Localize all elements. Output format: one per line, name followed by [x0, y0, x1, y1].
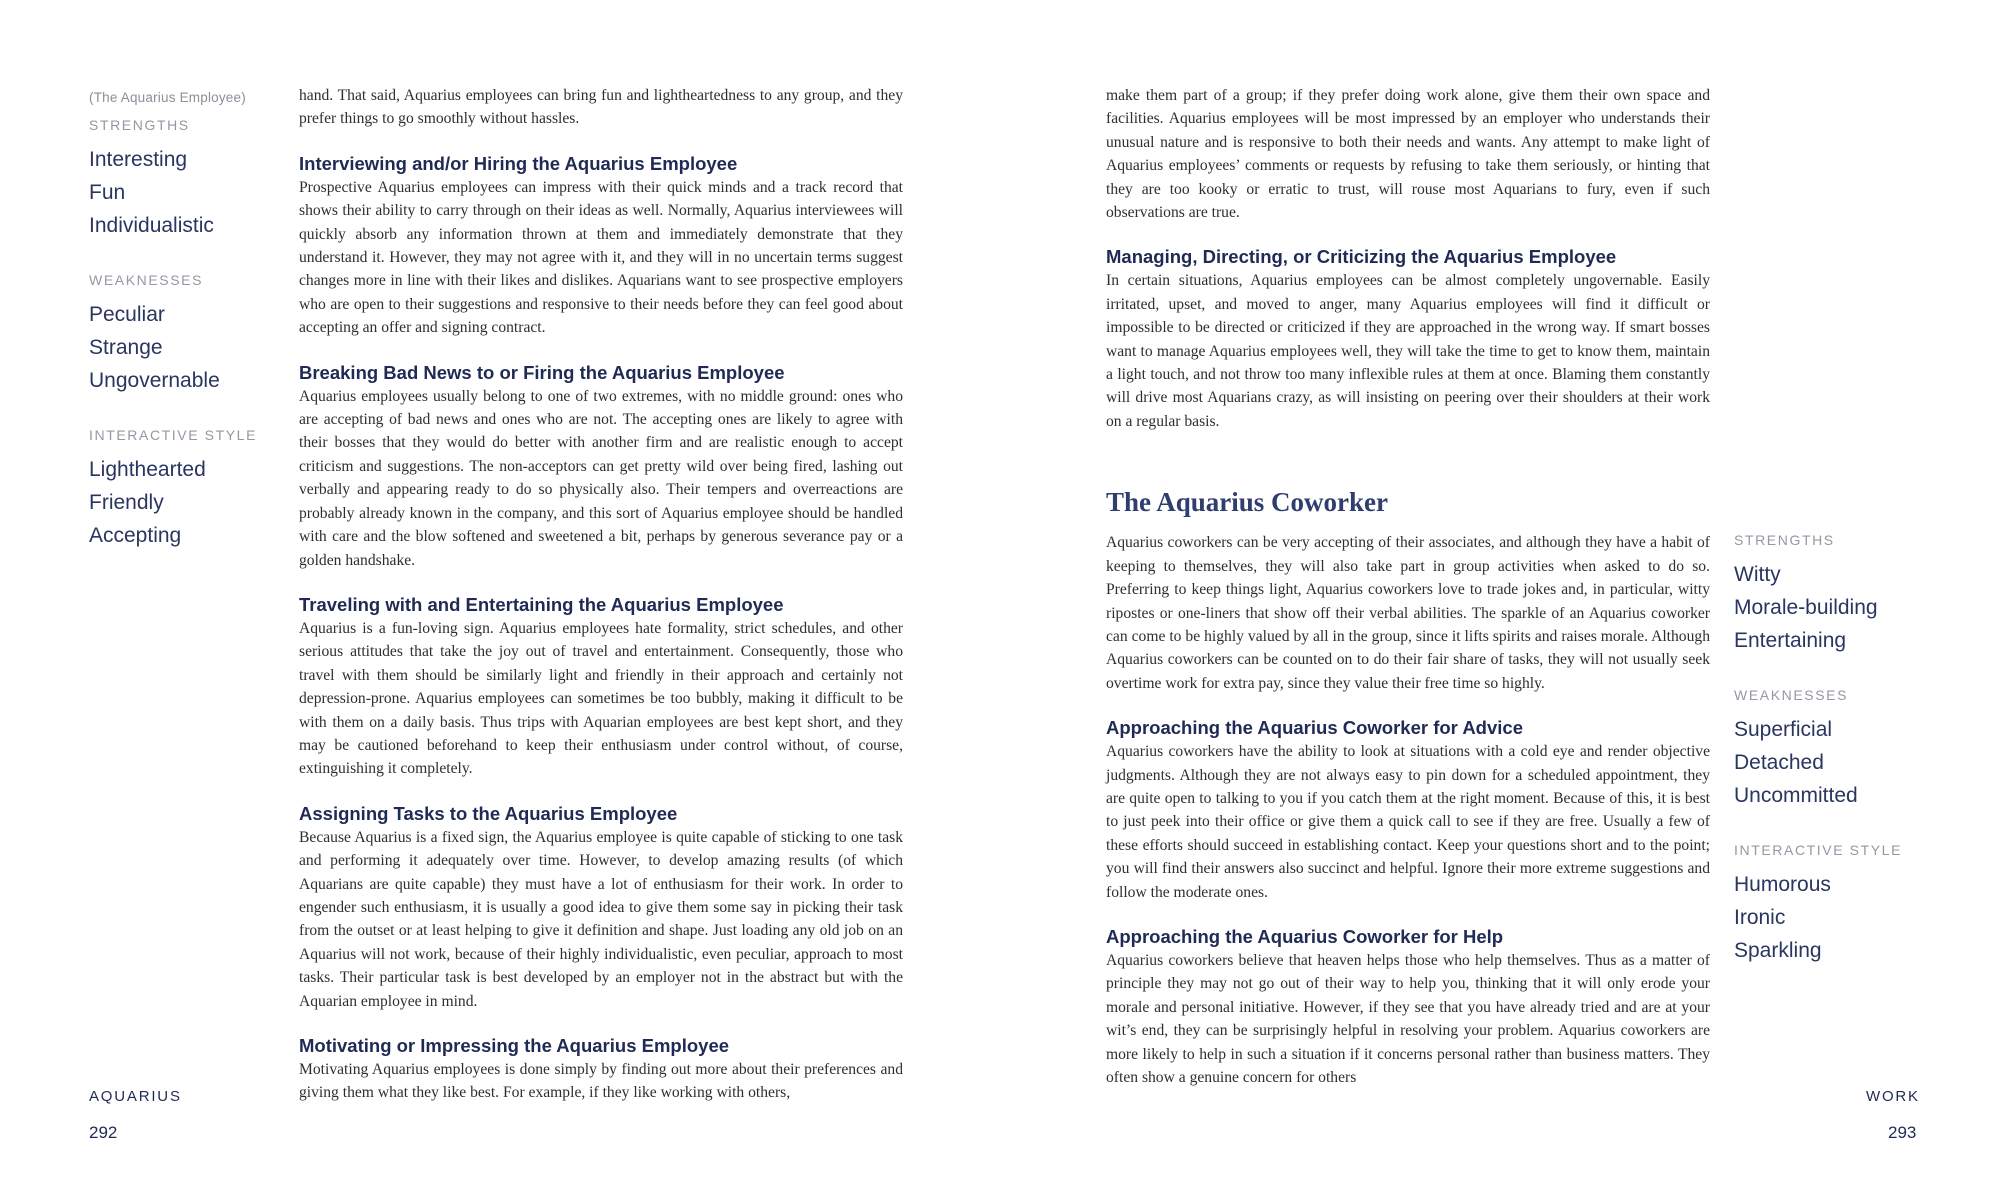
- running-footer: WORK: [1866, 1088, 1920, 1105]
- sidebar-item: Lighthearted: [89, 458, 206, 481]
- intro-paragraph: hand. That said, Aquarius employees can bring fun and lightheartedness to any group, and they prefer things to go smoothly without hassles.: [299, 87, 903, 128]
- sidebar-item: Interesting: [89, 148, 188, 171]
- sidebar-item: Morale-building: [1734, 596, 1878, 619]
- section-body: Aquarius coworkers have the ability to look at situations with a cold eye and render objective judgments. Although they are not always easy to pin down for a scheduled appointment, they are quite open to talking to you if you catch them at the right moment. Because of this, it is best to just peek into their office or give them a quick call to see if they are free. Usually a few of these efforts should succeed in establishing contact. Keep your questions short and to the point; you will find their answers also succinct and helpful. Ignore their more extreme suggestions and follow the moderate ones.: [1106, 743, 1710, 901]
- sidebar-group-strengths: [89, 117, 289, 242]
- sidebar-item: Fun: [89, 181, 126, 204]
- section-body: Prospective Aquarius employees can impress with their quick minds and a track record that shows their ability to carry through on their ideas as well. Normally, Aquarius interviewees will quickly absorb any information thrown at them and immediately demonstrate that they understand it. However, they may not agree with it, and they will in no uncertain terms suggest changes more in line with their likes and dislikes. Aquarians want to see prospective employers who are open to their suggestions and responsive to their needs before they can feel good about accepting an offer and signing contract.: [299, 178, 903, 337]
- section-body: Motivating Aquarius employees is done simply by finding out more about their preferences and giving them what they like best. For example, if they like working with others,: [299, 1061, 903, 1102]
- sidebar-item: Superficial: [1734, 718, 1833, 741]
- sidebar-label: WEAKNESSES: [1734, 687, 1849, 703]
- sidebar-group-weaknesses: [1734, 687, 1954, 812]
- sidebar-item: Detached: [1734, 751, 1824, 774]
- section-body: In certain situations, Aquarius employees can be almost completely ungovernable. Easily irritated, upset, and moved to anger, many Aquarius employees will find it difficult or impossible to be directed or criticized if they are approached in the wrong way. If smart bosses want to manage Aquarius employees well, they will take the time to get to know them, maintain a light touch, and not throw too many inflexible rules at them at once. Blaming them constantly will drive most Aquarians crazy, as will insisting on peering over their shoulders at their work on a regular basis.: [1106, 272, 1710, 430]
- sidebar-label: STRENGTHS: [1734, 532, 1835, 548]
- sidebar-label: STRENGTHS: [89, 117, 190, 133]
- section-heading: Approaching the Aquarius Coworker for Help: [1106, 925, 1504, 947]
- sidebar-item: Strange: [89, 336, 163, 359]
- sidebar-group-strengths: [1734, 532, 1954, 657]
- section-heading: Interviewing and/or Hiring the Aquarius Employee: [299, 152, 738, 174]
- sidebar-item: Ungovernable: [89, 369, 220, 392]
- page-number: 292: [89, 1123, 118, 1142]
- coworker-section-title: The Aquarius Coworker: [1106, 487, 1389, 518]
- section-heading: Breaking Bad News to or Firing the Aquarius Employee: [299, 361, 785, 383]
- sidebar-item: Sparkling: [1734, 939, 1822, 962]
- section-heading: Motivating or Impressing the Aquarius Employee: [299, 1035, 730, 1056]
- right-sidebar: [1734, 532, 1954, 997]
- section-body: Aquarius coworkers believe that heaven helps those who help themselves. Thus as a matter of principle they may not go out of their way to help you, thinking that it will only erode your morale and personal initiative. However, if they see that you have already tried and are at your wit’s end, they can be surprisingly helpful in resolving your problem. Aquarius coworkers are more likely to help in such a situation if it concerns personal rather than business matters. They often show a genuine concern for others: [1106, 951, 1710, 1086]
- intro-paragraph: make them part of a group; if they prefer doing work alone, give them their own space and facilities. Aquarius employees will be most impressed by an employer who understands their unusual nature and is responsive to both their needs and wants. Any attempt to make light of Aquarius employees’ comments or requests by refusing to take them seriously, or hinting that they are too kooky or erratic to trust, will rouse most Aquarians to fury, even if such observations are true.: [1106, 87, 1710, 222]
- sidebar-item: Individualistic: [89, 214, 214, 237]
- sidebar-item: Accepting: [89, 524, 182, 547]
- sidebar-item: Entertaining: [1734, 629, 1847, 652]
- section-heading: Managing, Directing, or Criticizing the Aquarius Employee: [1106, 246, 1617, 268]
- sidebar-label: INTERACTIVE STYLE: [89, 427, 258, 443]
- right-page: [1000, 0, 2000, 1194]
- coworker-intro: Aquarius coworkers can be very accepting of their associates, and although they have a habit of keeping to themselves, they will also take part in group activities when asked to do so. Preferring to keep things light, Aquarius coworkers love to trade jokes and, in particular, witty ripostes or one-liners that show off their verbal abilities. The sparkle of an Aquarius coworker can come to be highly valued by all in the group, since it lifts spirits and raises morale. Although Aquarius coworkers can be counted on to do their fair share of tasks, they will not usually seek overtime work for extra pay, since they value their free time so highly.: [1106, 534, 1710, 692]
- sidebar-item: Humorous: [1734, 873, 1831, 896]
- sidebar-item: Peculiar: [89, 303, 165, 326]
- left-sidebar: [89, 90, 289, 582]
- sidebar-item: Witty: [1734, 563, 1781, 586]
- sidebar-group-interactive-style: [89, 427, 289, 552]
- sidebar-label: INTERACTIVE STYLE: [1734, 842, 1903, 858]
- sidebar-group-interactive-style: [1734, 842, 1954, 967]
- section-body: Because Aquarius is a fixed sign, the Aquarius employee is quite capable of sticking to one task and performing it adequately over time. However, to develop amazing results (of which Aquarians are quite capable) they must have a lot of enthusiasm for their work. In order to engender such enthusiasm, it is usually a good idea to give them some say in picking their task from the outset or at least helping to give it definition and shape. Just loading any old job on an Aquarius will not work, because of their highly individualistic, even peculiar, approach to most tasks. Their particular task is best developed by an employer not in the abstract but with the Aquarian employee in mind.: [299, 828, 903, 1010]
- sidebar-group-weaknesses: [89, 272, 289, 397]
- section-body: Aquarius employees usually belong to one of two extremes, with no middle ground: ones who are accepting of bad news and ones who are not. The accepting ones are likely to agree with their bosses that they would do better with another firm and are realistic enough to accept criticism and suggestions. The non-acceptors can get pretty wild over being fired, lashing out verbally and appearing ready to do so physically also. Their tempers and overreactions are probably already known in the company, and this sort of Aquarius employee should be handled with care and the blow softened and sweetened a bit, perhaps by generous severance pay or a golden handshake.: [299, 387, 903, 569]
- sidebar-item: Friendly: [89, 491, 164, 514]
- section-heading: Approaching the Aquarius Coworker for Advice: [1106, 717, 1523, 739]
- page-number: 293: [1888, 1123, 1917, 1142]
- section-heading: Traveling with and Entertaining the Aquarius Employee: [299, 593, 784, 615]
- sidebar-item: Uncommitted: [1734, 784, 1858, 807]
- sidebar-label: WEAKNESSES: [89, 272, 204, 288]
- section-heading: Assigning Tasks to the Aquarius Employee: [299, 802, 678, 824]
- running-footer: AQUARIUS: [89, 1088, 182, 1105]
- section-body: Aquarius is a fun-loving sign. Aquarius employees hate formality, strict schedules, and other serious attitudes that take the joy out of travel and entertainment. Consequently, those who travel with them should be similarly light and friendly in their approach and certainly not depression-prone. Aquarius employees can sometimes be too bubbly, making it difficult to be with them on a daily basis. Thus trips with Aquarian employees are best kept short, and they may be cautioned beforehand to keep their enthusiasm under control without, of course, extinguishing it completely.: [299, 619, 903, 778]
- left-text-column: [299, 84, 903, 1105]
- sidebar-item: Ironic: [1734, 906, 1786, 929]
- sidebar-context: (The Aquarius Employee): [89, 90, 246, 105]
- right-text-column: [1106, 84, 1710, 1089]
